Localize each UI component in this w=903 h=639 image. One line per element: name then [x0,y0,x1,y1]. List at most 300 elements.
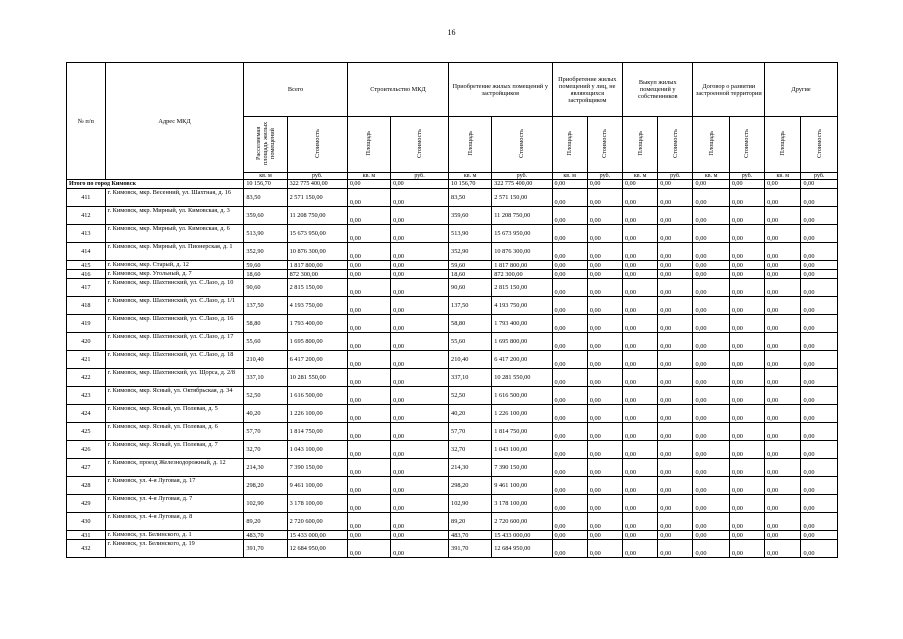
row-developer-area: 359,60 [449,207,492,225]
row-cost: 1 793 400,00 [287,315,347,333]
row-zero-value: 0,00 [693,477,729,495]
row-developer-area: 210,40 [449,351,492,369]
row-area: 90,60 [244,279,287,297]
row-zero-value: 0,00 [658,225,693,243]
unit-1-cost: руб. [391,173,449,180]
row-cost: 7 390 150,00 [287,459,347,477]
unit-4-area: кв. м [623,173,658,180]
header-group-developer-purchase: Приобретение жилых помещений у застройщиков [449,63,552,117]
row-construction-area: 0,00 [347,315,390,333]
row-zero-value: 0,00 [587,495,622,513]
row-zero-value: 0,00 [587,459,622,477]
row-zero-value: 0,00 [693,495,729,513]
row-zero-value: 0,00 [729,207,764,225]
row-zero-value: 0,00 [729,333,764,351]
row-zero-value: 0,00 [623,495,658,513]
row-zero-value: 0,00 [587,297,622,315]
row-number: 421 [67,351,106,369]
table-row [67,315,838,333]
row-zero-value: 0,00 [801,297,838,315]
unit-5-area: кв. м [693,173,729,180]
row-zero-value: 0,00 [801,540,838,558]
row-zero-value: 0,00 [587,540,622,558]
row-area: 89,20 [244,513,287,531]
row-zero-value: 0,00 [623,297,658,315]
total-value: 322 775 400,00 [492,180,552,189]
total-value: 0,00 [623,180,658,189]
row-number: 422 [67,369,106,387]
row-zero-value: 0,00 [693,405,729,423]
row-zero-value: 0,00 [587,270,622,279]
row-zero-value: 0,00 [587,387,622,405]
row-zero-value: 0,00 [587,405,622,423]
row-cost: 10 281 550,00 [287,369,347,387]
header-group-territory-contract: Договор о развитии застроенной территории [693,63,765,117]
row-construction-cost: 0,00 [391,459,449,477]
row-area: 57,70 [244,423,287,441]
row-area: 210,40 [244,351,287,369]
table-row [67,351,838,369]
row-address: г. Кимовск, мкр. Старый, д. 12 [105,261,244,270]
row-zero-value: 0,00 [801,225,838,243]
row-zero-value: 0,00 [658,495,693,513]
row-number: 426 [67,441,106,459]
row-zero-value: 0,00 [729,189,764,207]
table-row [67,540,838,558]
row-area: 52,50 [244,387,287,405]
row-area: 102,90 [244,495,287,513]
row-zero-value: 0,00 [693,261,729,270]
row-cost: 872 300,00 [287,270,347,279]
row-zero-value: 0,00 [765,261,801,270]
row-zero-value: 0,00 [658,405,693,423]
row-zero-value: 0,00 [693,333,729,351]
row-construction-cost: 0,00 [391,477,449,495]
row-zero-value: 0,00 [801,279,838,297]
row-zero-value: 0,00 [587,315,622,333]
row-cost: 15 673 950,00 [287,225,347,243]
row-number: 414 [67,243,106,261]
row-zero-value: 0,00 [801,333,838,351]
row-number: 423 [67,387,106,405]
subheader-2-area: Площадь [449,117,492,173]
row-developer-cost: 2 720 600,00 [492,513,552,531]
row-cost: 1 043 100,00 [287,441,347,459]
row-construction-area: 0,00 [347,297,390,315]
header-group-nondeveloper-purchase: Приобретение жилых помещений у лиц, не являющихся застройщиком [552,63,623,117]
row-number: 431 [67,531,106,540]
total-value: 0,00 [552,180,587,189]
row-cost: 1 226 100,00 [287,405,347,423]
row-zero-value: 0,00 [623,351,658,369]
row-zero-value: 0,00 [623,243,658,261]
row-address: г. Кимовск, мкр. Шахтинский, ул. С.Лазо, д. 1/1 [105,297,244,315]
subheader-5-cost: Стоимость [729,117,764,173]
row-number: 428 [67,477,106,495]
row-developer-cost: 1 793 400,00 [492,315,552,333]
row-zero-value: 0,00 [623,531,658,540]
row-construction-cost: 0,00 [391,540,449,558]
header-group-construction: Строительство МКД [347,63,448,117]
row-address: г. Кимовск, мкр. Угольный, д. 7 [105,270,244,279]
row-zero-value: 0,00 [801,387,838,405]
row-area: 58,80 [244,315,287,333]
row-number: 415 [67,261,106,270]
subheader-4-cost: Стоимость [658,117,693,173]
row-developer-cost: 10 281 550,00 [492,369,552,387]
row-cost: 1 616 500,00 [287,387,347,405]
row-zero-value: 0,00 [587,189,622,207]
row-zero-value: 0,00 [552,540,587,558]
row-zero-value: 0,00 [552,297,587,315]
row-address: г. Кимовск, ул. 4-я Луговая, д. 17 [105,477,244,495]
row-zero-value: 0,00 [729,423,764,441]
row-zero-value: 0,00 [729,225,764,243]
row-zero-value: 0,00 [658,270,693,279]
row-developer-area: 59,60 [449,261,492,270]
total-value: 10 156,70 [449,180,492,189]
row-zero-value: 0,00 [729,369,764,387]
row-zero-value: 0,00 [801,351,838,369]
row-zero-value: 0,00 [729,441,764,459]
row-developer-cost: 1 695 800,00 [492,333,552,351]
row-zero-value: 0,00 [552,207,587,225]
row-construction-cost: 0,00 [391,441,449,459]
row-zero-value: 0,00 [765,189,801,207]
row-zero-value: 0,00 [552,513,587,531]
unit-0-area: кв. м [244,173,287,180]
row-construction-cost: 0,00 [391,279,449,297]
row-zero-value: 0,00 [623,513,658,531]
header-num: № п/п [67,63,106,180]
subheader-1-area: Площадь [347,117,390,173]
row-area: 214,30 [244,459,287,477]
row-zero-value: 0,00 [552,531,587,540]
row-construction-cost: 0,00 [391,207,449,225]
row-zero-value: 0,00 [765,351,801,369]
row-zero-value: 0,00 [765,243,801,261]
row-number: 412 [67,207,106,225]
row-zero-value: 0,00 [801,477,838,495]
row-cost: 10 876 300,00 [287,243,347,261]
row-zero-value: 0,00 [729,459,764,477]
row-zero-value: 0,00 [765,423,801,441]
row-zero-value: 0,00 [801,261,838,270]
row-zero-value: 0,00 [623,270,658,279]
row-developer-cost: 15 673 950,00 [492,225,552,243]
row-zero-value: 0,00 [801,189,838,207]
row-area: 359,60 [244,207,287,225]
row-construction-area: 0,00 [347,207,390,225]
row-developer-cost: 1 814 750,00 [492,423,552,441]
row-zero-value: 0,00 [658,315,693,333]
row-zero-value: 0,00 [623,279,658,297]
row-address: г. Кимовск, мкр. Шахтинский, ул. Щорса, д. 2/8 [105,369,244,387]
row-area: 59,60 [244,261,287,270]
table-row [67,369,838,387]
row-developer-cost: 1 817 800,00 [492,261,552,270]
subheader-3-area: Площадь [552,117,587,173]
table-row [67,441,838,459]
row-zero-value: 0,00 [658,207,693,225]
row-address: г. Кимовск, ул. 4-я Луговая, д. 8 [105,513,244,531]
row-zero-value: 0,00 [623,405,658,423]
row-zero-value: 0,00 [587,423,622,441]
row-zero-value: 0,00 [765,279,801,297]
row-number: 425 [67,423,106,441]
row-zero-value: 0,00 [729,495,764,513]
row-construction-cost: 0,00 [391,333,449,351]
row-zero-value: 0,00 [801,513,838,531]
row-zero-value: 0,00 [658,540,693,558]
row-zero-value: 0,00 [623,189,658,207]
row-developer-area: 337,10 [449,369,492,387]
row-developer-area: 55,60 [449,333,492,351]
row-zero-value: 0,00 [765,315,801,333]
row-zero-value: 0,00 [693,189,729,207]
row-zero-value: 0,00 [587,531,622,540]
table-row [67,405,838,423]
row-address: г. Кимовск, мкр. Мирный, ул. Кимовская, д. 6 [105,225,244,243]
row-zero-value: 0,00 [587,369,622,387]
row-zero-value: 0,00 [801,369,838,387]
row-developer-area: 57,70 [449,423,492,441]
table-row [67,459,838,477]
total-value: 0,00 [587,180,622,189]
row-zero-value: 0,00 [765,270,801,279]
row-zero-value: 0,00 [801,207,838,225]
row-address: г. Кимовск, мкр. Ясный, ул. Октябрьская, д. 34 [105,387,244,405]
row-zero-value: 0,00 [693,351,729,369]
resettlement-table [66,62,838,558]
row-construction-cost: 0,00 [391,189,449,207]
row-number: 420 [67,333,106,351]
row-address: г. Кимовск, проезд Железнодорожный, д. 12 [105,459,244,477]
row-zero-value: 0,00 [658,387,693,405]
row-area: 83,50 [244,189,287,207]
row-developer-area: 513,90 [449,225,492,243]
row-cost: 2 571 150,00 [287,189,347,207]
row-zero-value: 0,00 [693,315,729,333]
total-value: 322 775 400,00 [287,180,347,189]
table-row [67,279,838,297]
header-group-total: Всего [244,63,347,117]
row-zero-value: 0,00 [765,207,801,225]
table-row [67,297,838,315]
row-zero-value: 0,00 [765,531,801,540]
row-zero-value: 0,00 [587,333,622,351]
row-developer-cost: 3 178 100,00 [492,495,552,513]
row-construction-area: 0,00 [347,540,390,558]
row-cost: 3 178 100,00 [287,495,347,513]
row-zero-value: 0,00 [587,279,622,297]
row-construction-cost: 0,00 [391,405,449,423]
row-number: 427 [67,459,106,477]
row-zero-value: 0,00 [623,441,658,459]
row-construction-cost: 0,00 [391,225,449,243]
row-developer-cost: 15 433 000,00 [492,531,552,540]
row-zero-value: 0,00 [729,279,764,297]
table-row [67,423,838,441]
subheader-0-area: Расселяемая площадь жилых помещений [244,117,287,173]
row-cost: 12 684 950,00 [287,540,347,558]
row-zero-value: 0,00 [587,225,622,243]
row-zero-value: 0,00 [693,423,729,441]
row-zero-value: 0,00 [765,297,801,315]
row-zero-value: 0,00 [729,270,764,279]
subheader-1-cost: Стоимость [391,117,449,173]
subheader-4-area: Площадь [623,117,658,173]
table-row [67,477,838,495]
subheader-5-area: Площадь [693,117,729,173]
row-construction-cost: 0,00 [391,387,449,405]
row-zero-value: 0,00 [801,459,838,477]
row-zero-value: 0,00 [729,477,764,495]
row-construction-cost: 0,00 [391,423,449,441]
row-zero-value: 0,00 [587,351,622,369]
row-zero-value: 0,00 [801,315,838,333]
row-zero-value: 0,00 [801,495,838,513]
row-zero-value: 0,00 [623,207,658,225]
total-value: 0,00 [729,180,764,189]
row-construction-area: 0,00 [347,189,390,207]
row-zero-value: 0,00 [552,369,587,387]
row-zero-value: 0,00 [765,513,801,531]
row-zero-value: 0,00 [587,261,622,270]
row-zero-value: 0,00 [587,513,622,531]
row-zero-value: 0,00 [623,225,658,243]
row-zero-value: 0,00 [801,531,838,540]
row-construction-cost: 0,00 [391,513,449,531]
row-zero-value: 0,00 [765,540,801,558]
row-cost: 1 814 750,00 [287,423,347,441]
table-row [67,513,838,531]
row-address: г. Кимовск, мкр. Мирный, ул. Кимовская, д. 3 [105,207,244,225]
row-zero-value: 0,00 [693,279,729,297]
row-zero-value: 0,00 [552,351,587,369]
row-zero-value: 0,00 [658,351,693,369]
row-developer-area: 483,70 [449,531,492,540]
row-construction-area: 0,00 [347,441,390,459]
row-zero-value: 0,00 [658,243,693,261]
row-zero-value: 0,00 [658,261,693,270]
row-zero-value: 0,00 [765,225,801,243]
row-number: 424 [67,405,106,423]
row-zero-value: 0,00 [658,189,693,207]
row-construction-cost: 0,00 [391,531,449,540]
row-zero-value: 0,00 [623,315,658,333]
row-construction-cost: 0,00 [391,351,449,369]
table-row [67,387,838,405]
row-zero-value: 0,00 [693,513,729,531]
row-address: г. Кимовск, мкр. Шахтинский, ул. С.Лазо, д. 10 [105,279,244,297]
row-construction-area: 0,00 [347,459,390,477]
row-zero-value: 0,00 [765,477,801,495]
row-developer-cost: 6 417 200,00 [492,351,552,369]
row-zero-value: 0,00 [587,243,622,261]
row-developer-area: 89,20 [449,513,492,531]
row-construction-cost: 0,00 [391,261,449,270]
row-zero-value: 0,00 [765,441,801,459]
row-address: г. Кимовск, мкр. Ясный, ул. Полевая, д. 6 [105,423,244,441]
row-number: 429 [67,495,106,513]
row-construction-area: 0,00 [347,369,390,387]
row-zero-value: 0,00 [693,531,729,540]
row-zero-value: 0,00 [765,333,801,351]
unit-1-area: кв. м [347,173,390,180]
row-zero-value: 0,00 [552,315,587,333]
row-number: 411 [67,189,106,207]
table-row [67,495,838,513]
row-zero-value: 0,00 [552,423,587,441]
row-zero-value: 0,00 [552,477,587,495]
row-zero-value: 0,00 [587,441,622,459]
row-address: г. Кимовск, мкр. Шахтинский, ул. С.Лазо, д. 18 [105,351,244,369]
row-number: 432 [67,540,106,558]
subheader-6-cost: Стоимость [801,117,838,173]
row-zero-value: 0,00 [623,369,658,387]
row-cost: 6 417 200,00 [287,351,347,369]
row-construction-cost: 0,00 [391,243,449,261]
row-construction-area: 0,00 [347,477,390,495]
row-zero-value: 0,00 [729,315,764,333]
row-zero-value: 0,00 [623,387,658,405]
row-zero-value: 0,00 [623,459,658,477]
row-zero-value: 0,00 [552,459,587,477]
table-row [67,243,838,261]
unit-6-cost: руб. [801,173,838,180]
row-cost: 2 720 600,00 [287,513,347,531]
row-zero-value: 0,00 [552,270,587,279]
unit-3-area: кв. м [552,173,587,180]
row-zero-value: 0,00 [729,540,764,558]
unit-4-cost: руб. [658,173,693,180]
row-zero-value: 0,00 [693,459,729,477]
table-row [67,207,838,225]
total-value: 10 156,70 [244,180,287,189]
row-area: 40,20 [244,405,287,423]
row-construction-area: 0,00 [347,531,390,540]
row-construction-area: 0,00 [347,513,390,531]
row-area: 32,70 [244,441,287,459]
header-address: Адрес МКД [105,63,244,180]
row-zero-value: 0,00 [658,297,693,315]
row-zero-value: 0,00 [729,261,764,270]
row-construction-cost: 0,00 [391,369,449,387]
row-cost: 4 193 750,00 [287,297,347,315]
row-developer-area: 137,50 [449,297,492,315]
unit-2-area: кв. м [449,173,492,180]
unit-5-cost: руб. [729,173,764,180]
row-developer-area: 83,50 [449,189,492,207]
row-zero-value: 0,00 [729,531,764,540]
row-area: 391,70 [244,540,287,558]
row-developer-cost: 2 815 150,00 [492,279,552,297]
row-developer-area: 18,60 [449,270,492,279]
row-developer-area: 214,30 [449,459,492,477]
row-zero-value: 0,00 [552,441,587,459]
row-zero-value: 0,00 [658,477,693,495]
row-construction-area: 0,00 [347,279,390,297]
row-zero-value: 0,00 [658,279,693,297]
subheader-2-cost: Стоимость [492,117,552,173]
row-developer-cost: 11 208 750,00 [492,207,552,225]
header-group-other: Другие [765,63,838,117]
row-zero-value: 0,00 [658,531,693,540]
table-row [67,189,838,207]
total-value: 0,00 [347,180,390,189]
row-zero-value: 0,00 [623,540,658,558]
